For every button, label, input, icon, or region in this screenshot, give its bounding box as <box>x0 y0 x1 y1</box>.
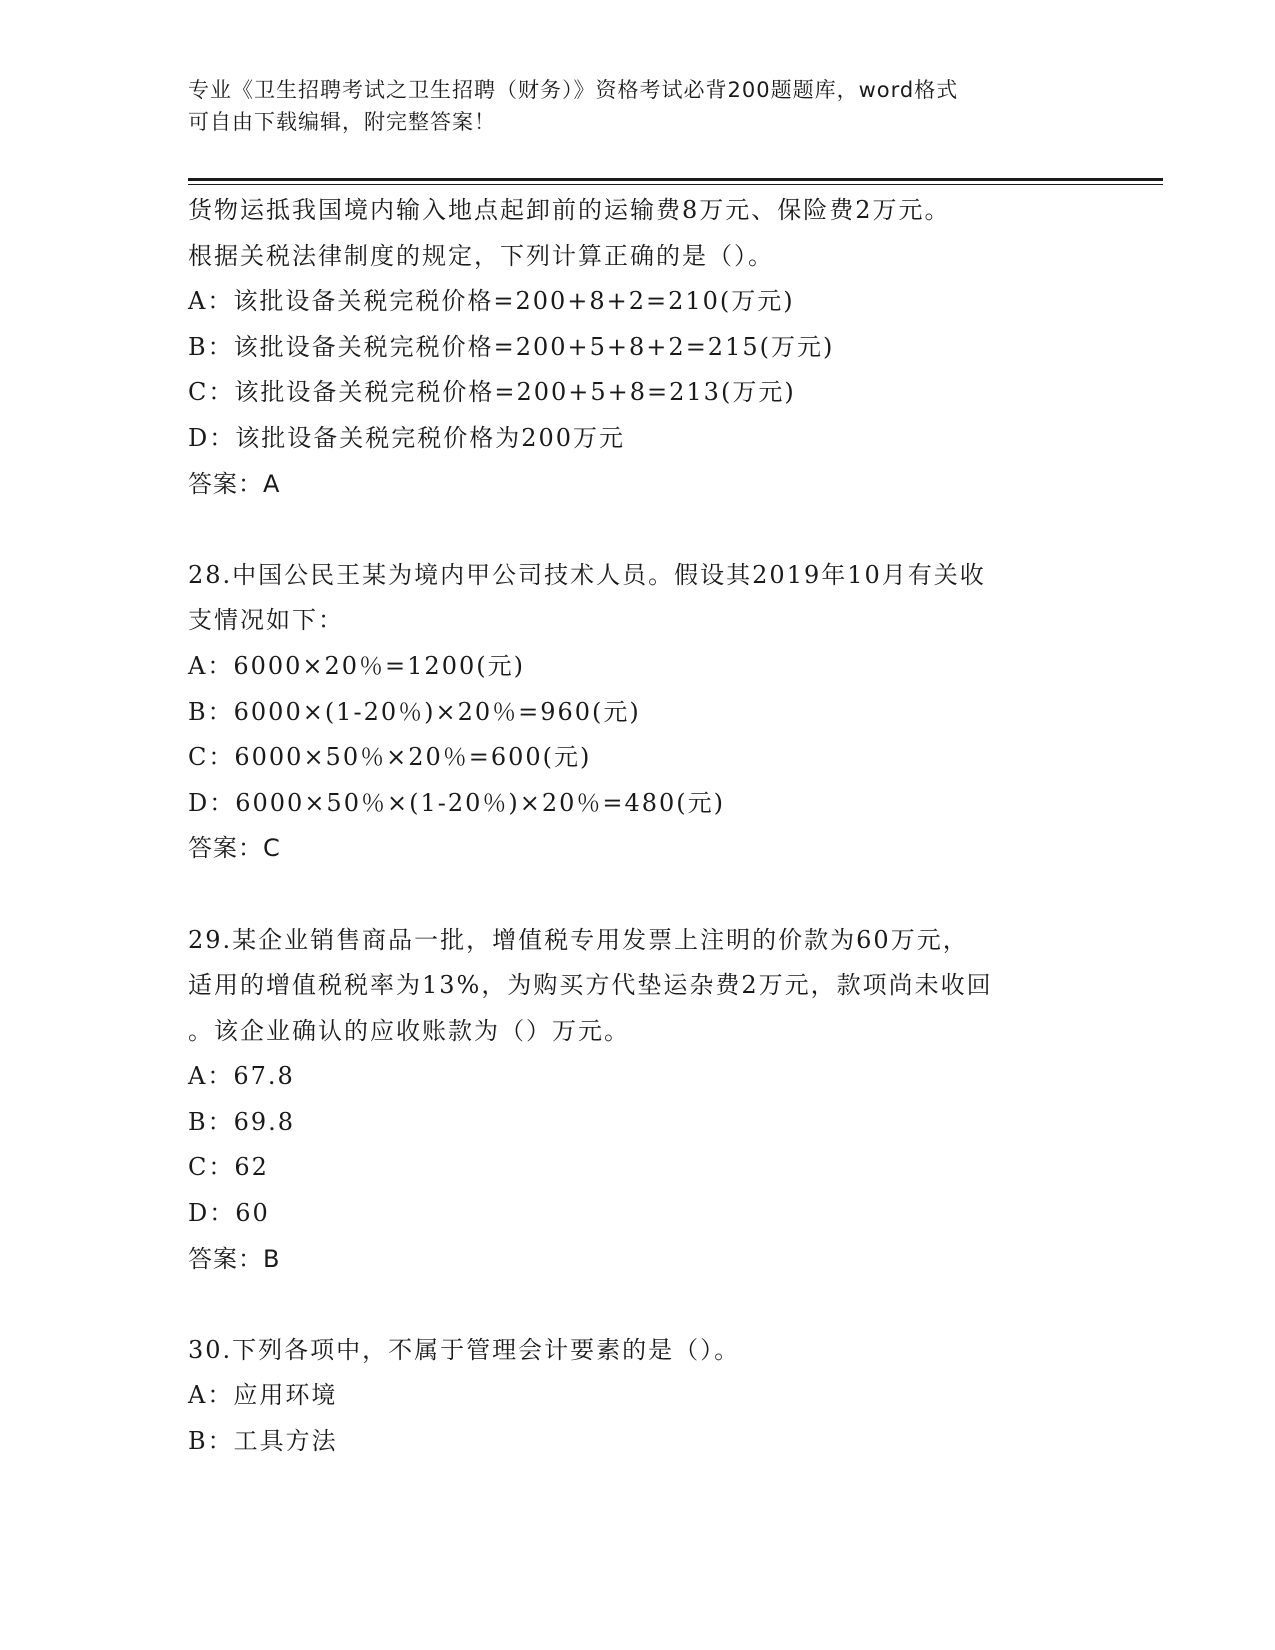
header-line-2: 可自由下载编辑，附完整答案！ <box>188 110 496 134</box>
option-b: B：该批设备关税完税价格=200+5+8+2=215(万元) <box>188 332 835 361</box>
header-line-1: 专业《卫生招聘考试之卫生招聘（财务）》资格考试必背200题题库，word格式 <box>188 78 959 102</box>
question-spacer <box>188 507 1088 553</box>
option-b: B：6000×(1-20％)×20％=960(元) <box>188 697 641 726</box>
question-list <box>188 188 1088 1465</box>
option-a: A：6000×20％=1200(元) <box>188 651 525 680</box>
question-stem-line: 28.中国公民王某为境内甲公司技术人员。假设其2019年10月有关收 <box>188 560 986 589</box>
question-stem-line: 货物运抵我国境内输入地点起卸前的运输费8万元、保险费2万元。 <box>188 196 951 224</box>
option-c: C：6000×50％×20％=600(元) <box>188 743 592 772</box>
option-b: B：工具方法 <box>188 1427 338 1456</box>
document-header <box>188 74 1088 138</box>
option-c: C：62 <box>188 1153 269 1182</box>
question-stem-line: 支情况如下： <box>188 606 344 635</box>
question-30 <box>188 1328 1088 1465</box>
option-d: D：该批设备关税完税价格为200万元 <box>188 423 626 452</box>
question-27 <box>188 188 1088 507</box>
question-stem-line: 根据关税法律制度的规定，下列计算正确的是（）。 <box>188 241 774 270</box>
question-28 <box>188 553 1088 872</box>
question-stem-line: 。该企业确认的应收账款为（）万元。 <box>188 1016 630 1045</box>
option-a: A：该批设备关税完税价格=200+8+2=210(万元) <box>188 287 795 316</box>
answer-label: 答案：C <box>188 834 281 863</box>
option-d: D：6000×50％×(1-20％)×20％=480(元) <box>188 788 726 817</box>
option-a: A：应用环境 <box>188 1381 338 1410</box>
option-c: C：该批设备关税完税价格=200+5+8=213(万元) <box>188 378 796 407</box>
option-d: D：60 <box>188 1199 270 1228</box>
question-spacer <box>188 1282 1088 1328</box>
header-divider-thin <box>188 184 1163 185</box>
option-b: B：69.8 <box>188 1107 296 1136</box>
question-stem-line: 29.某企业销售商品一批，增值税专用发票上注明的价款为60万元， <box>188 925 969 954</box>
question-spacer <box>188 872 1088 918</box>
question-stem-line: 适用的增值税税率为13%，为购买方代垫运杂费2万元，款项尚未收回 <box>188 971 993 1000</box>
answer-label: 答案：B <box>188 1244 281 1273</box>
header-divider-thick <box>188 178 1163 181</box>
question-stem-line: 30.下列各项中，不属于管理会计要素的是（）。 <box>188 1335 741 1364</box>
question-29 <box>188 918 1088 1283</box>
option-a: A：67.8 <box>188 1062 295 1091</box>
answer-label: 答案：A <box>188 469 281 498</box>
